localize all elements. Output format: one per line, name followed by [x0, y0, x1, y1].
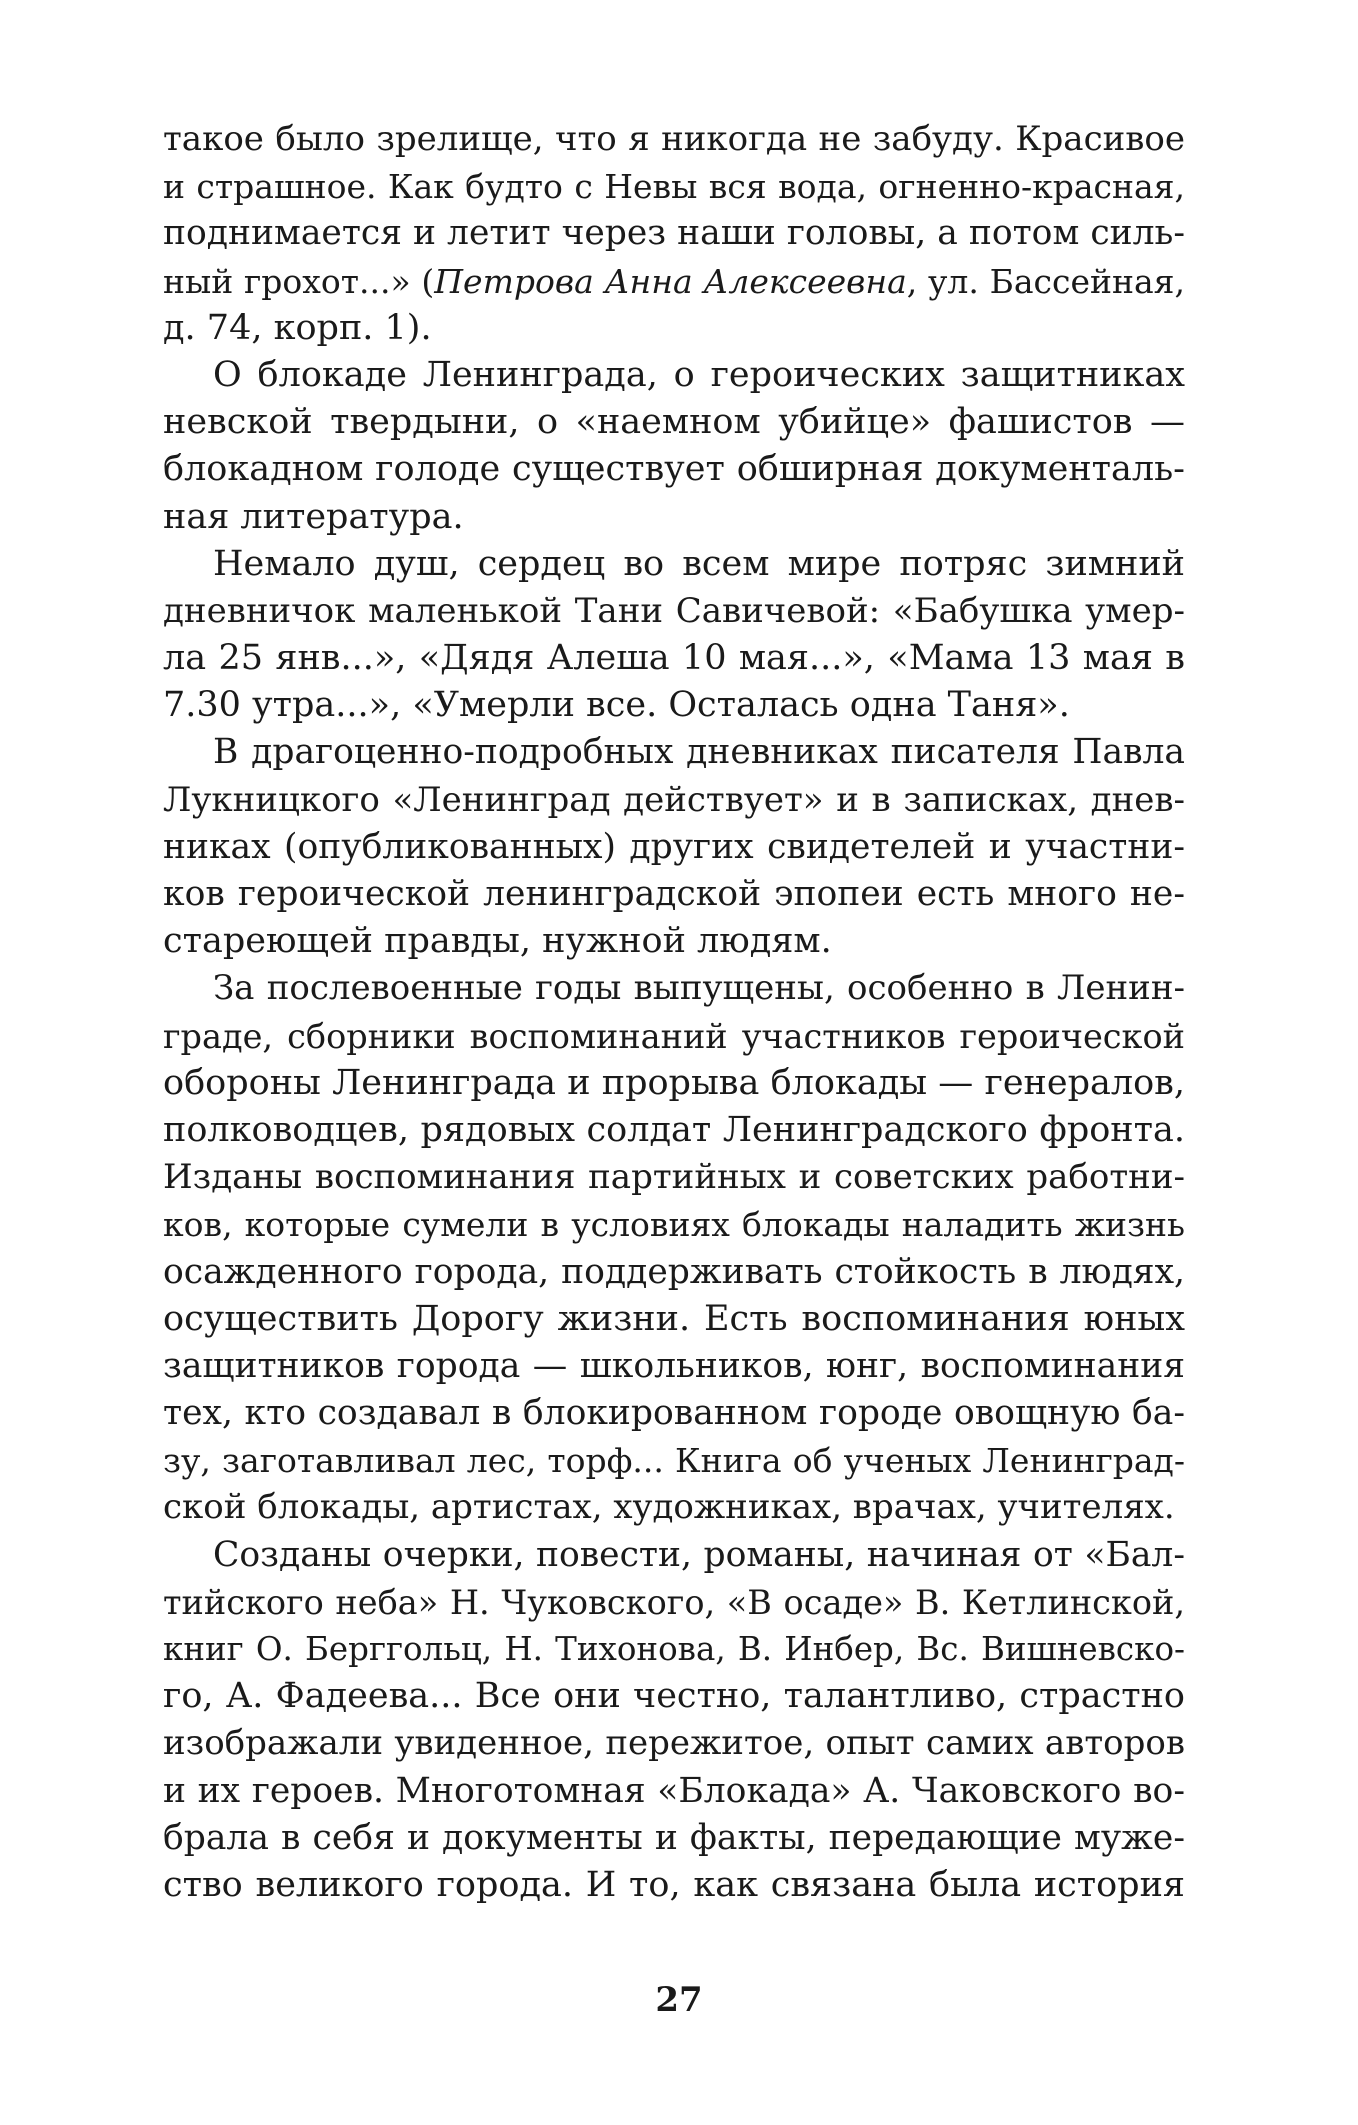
text-line: книг О. Берггольц, Н. Тихонова, В. Инбер, Вс. Вишневско-	[163, 1630, 1185, 1668]
text-line: го, А. Фадеева... Все они честно, талантливо, страстно	[163, 1676, 1185, 1717]
page-number: 27	[655, 1980, 703, 2020]
text-segment: ный грохот...» (	[163, 261, 435, 301]
text-line: обороны Ленинграда и прорыва блокады — генералов,	[163, 1062, 1185, 1103]
text-line: никах (опубликованных) других свидетелей и участни-	[163, 826, 1185, 867]
body-text	[163, 116, 1185, 1909]
text-line: осажденного города, поддерживать стойкость в людях,	[163, 1251, 1185, 1292]
text-line: тийского неба» Н. Чуковского, «В осаде» В. Кетлинской,	[163, 1582, 1185, 1622]
text-line: Изданы воспоминания партийных и советских работни-	[163, 1157, 1185, 1198]
text-line: такое было зрелище, что я никогда не забуду. Красивое	[163, 119, 1185, 159]
text-line	[163, 258, 1185, 305]
text-line: ков героической ленинградской эпопеи есть много не-	[163, 874, 1185, 914]
text-line: 7.30 утра...», «Умерли все. Осталась одна Таня».	[163, 685, 1070, 726]
text-line: и их героев. Многотомная «Блокада» А. Чаковского во-	[163, 1770, 1185, 1811]
text-line: ской блокады, артистах, художниках, врачах, учителях.	[163, 1487, 1175, 1528]
text-line: В драгоценно-подробных дневниках писателя Павла	[213, 732, 1185, 773]
italic-author-name: Петрова Анна Алексеевна	[434, 261, 907, 301]
text-line: тех, кто создавал в блокированном городе овощную ба-	[163, 1393, 1185, 1434]
text-line: Созданы очерки, повести, романы, начиная от «Бал-	[213, 1534, 1185, 1575]
text-line: ство великого города. И то, как связана была история	[163, 1864, 1185, 1905]
text-line: дневничок маленькой Тани Савичевой: «Бабушка умер-	[163, 590, 1185, 631]
text-line: О блокаде Ленинграда, о героических защитниках	[213, 354, 1185, 395]
text-line: д. 74, корп. 1).	[163, 307, 432, 348]
text-line: осуществить Дорогу жизни. Есть воспоминания юных	[163, 1298, 1185, 1339]
text-segment: , ул. Бассейная,	[906, 261, 1185, 301]
text-line: брала в себя и документы и факты, передающие муже-	[163, 1817, 1185, 1858]
text-line: ная литература.	[163, 496, 464, 537]
text-line: Немало душ, сердец во всем мире потряс зимний	[213, 543, 1185, 584]
text-line: ла 25 янв...», «Дядя Алеша 10 мая...», «Мама 13 мая в	[163, 638, 1185, 679]
text-line: защитников города — школьников, юнг, воспоминания	[163, 1345, 1185, 1386]
text-line: зу, заготавливал лес, торф... Книга об ученых Ленинград-	[163, 1441, 1185, 1481]
text-line: поднимается и летит через наши головы, а потом силь-	[163, 213, 1185, 254]
text-line: За послевоенные годы выпущены, особенно в Ленин-	[213, 968, 1185, 1009]
text-line: граде, сборники воспоминаний участников героической	[163, 1016, 1185, 1056]
text-line: Лукницкого «Ленинград действует» и в записках, днев-	[163, 779, 1185, 820]
text-line: блокадном голоде существует обширная документаль-	[163, 449, 1185, 490]
text-line: и страшное. Как будто с Невы вся вода, огненно-красная,	[163, 167, 1185, 207]
text-line: стареющей правды, нужной людям.	[163, 921, 832, 962]
text-line: ков, которые сумели в условиях блокады наладить жизнь	[163, 1205, 1185, 1245]
text-line: изображали увиденное, пережитое, опыт самих авторов	[163, 1723, 1185, 1764]
text-line: невской твердыни, о «наемном убийце» фашистов —	[163, 402, 1185, 443]
text-line: полководцев, рядовых солдат Ленинградского фронта.	[163, 1109, 1185, 1150]
